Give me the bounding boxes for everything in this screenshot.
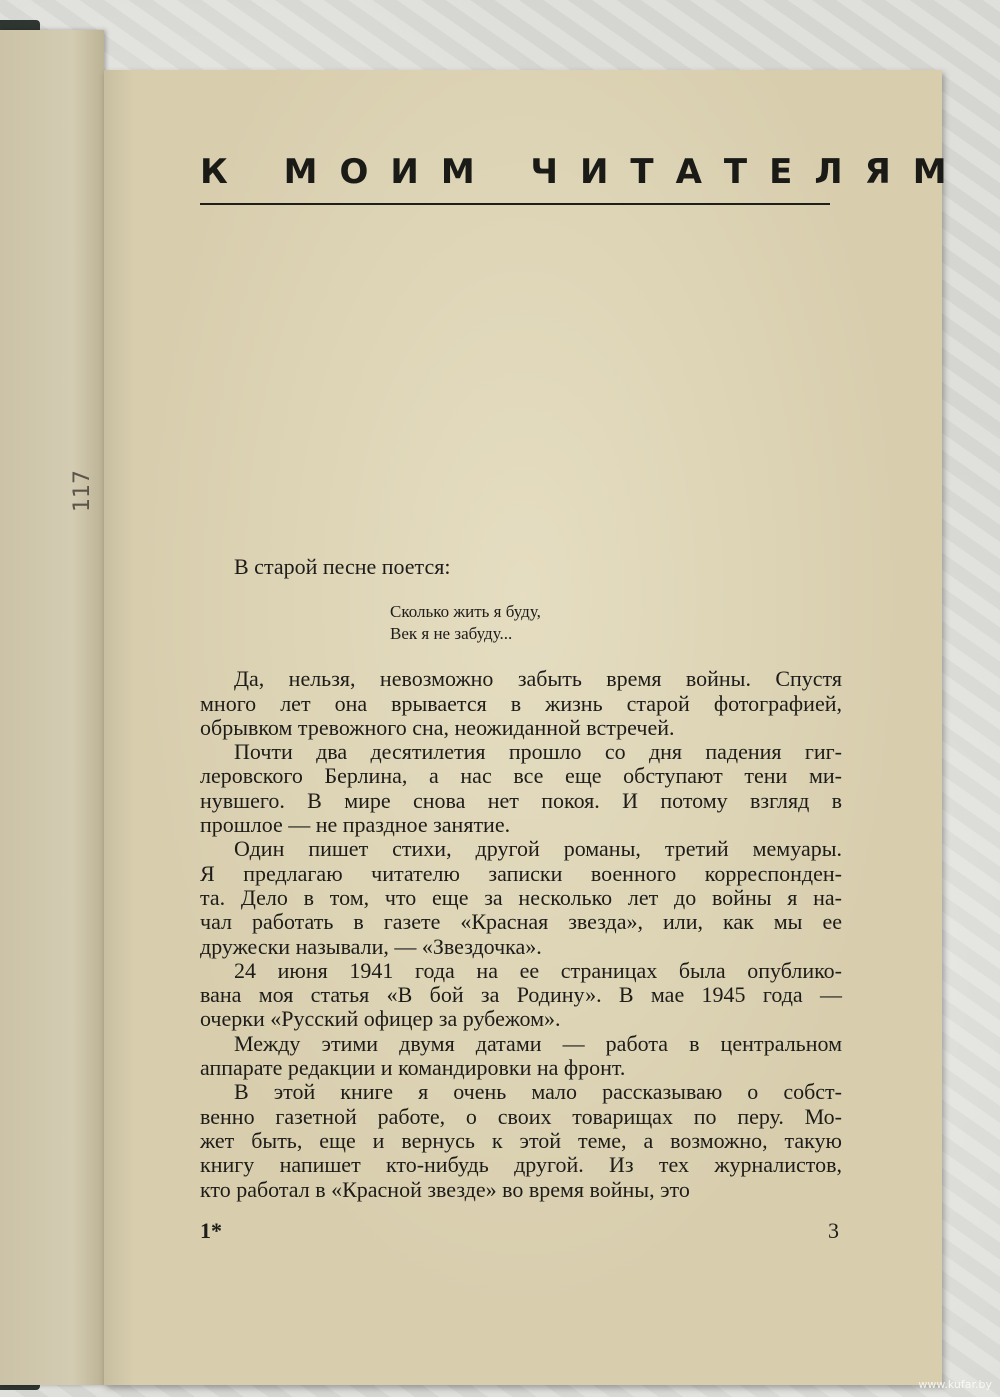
text-line: В этой книге я очень мало рассказываю о собст- [234,1079,842,1105]
text-line: нувшего. В мире снова нет покоя. И потому взгляд в [200,787,842,813]
signature-mark: 1* [200,1218,222,1243]
text-line: Я предлагаю читателю записки военного корреспонден- [200,860,842,886]
margin-note: 117 [70,470,95,512]
text-line: очерки «Русский офицер за рубежом». [200,1006,561,1032]
paragraph [200,1032,842,1081]
text-line: жет быть, еще и вернусь к этой теме, а возможно, такую [200,1127,842,1153]
text-line: вана моя статья «В бой за Родину». В мае 1945 года — [200,982,842,1008]
title-rule [200,203,830,205]
text-line: Почти два десятилетия прошло со дня падения гиг- [234,739,842,765]
left-page [0,30,104,1385]
text-line: леровского Берлина, а нас все еще обступают тени ми- [200,763,842,789]
text-line: та. Дело в том, что еще за несколько лет до войны я на- [200,884,842,910]
text-line: Да, нельзя, невозможно забыть время войны. Спустя [234,666,842,692]
paragraphs [200,667,842,1202]
paragraph [200,740,842,837]
paragraph [200,959,842,1032]
text-line: Между этими двумя датами — работа в центральном [234,1030,842,1056]
text-line: много лет она врывается в жизнь старой фотографией, [200,690,842,716]
verse [390,601,842,645]
page-text [200,555,842,1202]
text-line: аппарате редакции и командировки на фронт. [200,1055,626,1081]
text-line: обрывком тревожного сна, неожиданной встречей. [200,714,675,740]
text-line: 24 июня 1941 года на ее страницах была опублико- [234,957,842,983]
text-line: чал работать в газете «Красная звезда», или, как мы ее [200,909,842,935]
chapter-title: К МОИМ ЧИТАТЕЛЯМ [200,152,969,192]
verse-line: Сколько жить я буду, [390,602,541,622]
paragraph [200,1080,842,1201]
paragraph [200,837,842,958]
text-line: книгу напишет кто-нибудь другой. Из тех журналистов, [200,1152,842,1178]
verse-line: Век я не забуду... [390,624,513,644]
text-line: кто работал в «Красной звезде» во время войны, это [200,1176,690,1202]
paragraph [200,667,842,740]
text-line: дружески называли, — «Звездочка». [200,933,542,959]
text-line: прошлое — не праздное занятие. [200,812,511,838]
intro-line: В старой песне поется: [234,554,451,579]
text-line: венно газетной работе, о своих товарищах по перу. Мо- [200,1103,842,1129]
text-line: Один пишет стихи, другой романы, третий мемуары. [234,836,842,862]
page-number: 3 [828,1218,839,1243]
watermark: www.kufar.by [918,1378,992,1391]
